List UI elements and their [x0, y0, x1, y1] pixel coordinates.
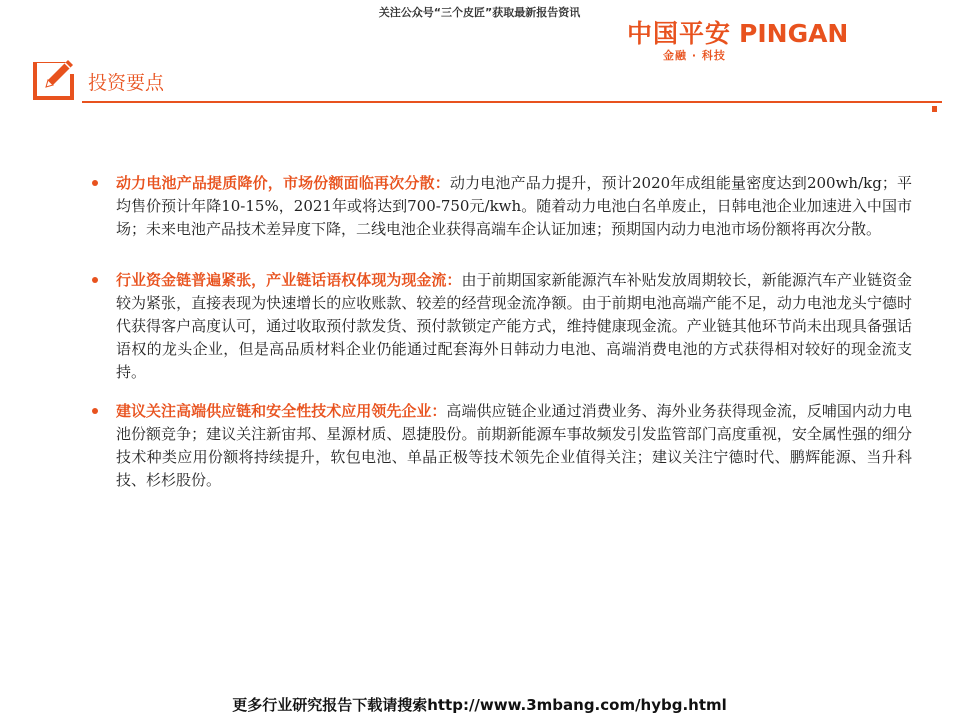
- logo-en: PINGAN: [739, 19, 849, 48]
- section-title: 投资要点: [88, 72, 165, 94]
- logo-main: [627, 14, 848, 50]
- bullet-heading: 行业资金链普遍紧张，产业链话语权体现为现金流：: [116, 271, 462, 289]
- pingan-logo: [627, 14, 907, 64]
- header-divider-end: [932, 106, 937, 112]
- bullet-dot: [92, 180, 98, 186]
- bullet-heading: 动力电池产品提质降价，市场份额面临再次分散：: [116, 174, 450, 192]
- logo-cn: 中国平安: [627, 19, 732, 48]
- bullet-dot: [92, 408, 98, 414]
- bullet-dot: [92, 277, 98, 283]
- bullet-item: [92, 269, 912, 384]
- logo-sub: 金融 · 科技: [663, 49, 726, 62]
- bullet-list: [92, 172, 912, 520]
- footer-link-text: 更多行业研究报告下载请搜索http://www.3mbang.com/hybg.html: [232, 696, 727, 714]
- header-divider: [82, 101, 942, 103]
- bullet-body: 动力电池产品力提升，预计2020年成组能量密度达到200wh/kg；平均售价预计年降10-15%，2021年或将达到700-750元/kwh。随着动力电池白名单废止，日韩电池企业加速进入中国市场；未来电池产品技术差异度下降，二线电池企业获得高端车企认证加速；预期国内动力电池市场份额将再次分散。: [116, 174, 912, 238]
- top-notice: 关注公众号“三个皮匠”获取最新报告资讯: [378, 6, 581, 19]
- bullet-body: 由于前期国家新能源汽车补贴发放周期较长，新能源汽车产业链资金较为紧张，直接表现为快速增长的应收账款、较差的经营现金流净额。由于前期电池高端产能不足，动力电池龙头宁德时代获得客户高度认可，通过收取预付款发货、预付款锁定产能方式，维持健康现金流。产业链其他环节尚未出现具备强话语权的龙头企业，但是高品质材料企业仍能通过配套海外日韩动力电池、高端消费电池的方式获得相对较好的现金流支持。: [116, 271, 912, 381]
- bullet-item: [92, 172, 912, 241]
- bullet-item: [92, 400, 912, 492]
- pencil-note-icon: [33, 54, 79, 100]
- bullet-heading: 建议关注高端供应链和安全性技术应用领先企业：: [116, 402, 447, 420]
- bullet-body: 高端供应链企业通过消费业务、海外业务获得现金流，反哺国内动力电池份额竞争；建议关注新宙邦、星源材质、恩捷股份。前期新能源车事故频发引发监管部门高度重视，安全属性强的细分技术种类应用份额将持续提升，软包电池、单晶正极等技术领先企业值得关注；建议关注宁德时代、鹏辉能源、当升科技、杉杉股份。: [116, 402, 912, 489]
